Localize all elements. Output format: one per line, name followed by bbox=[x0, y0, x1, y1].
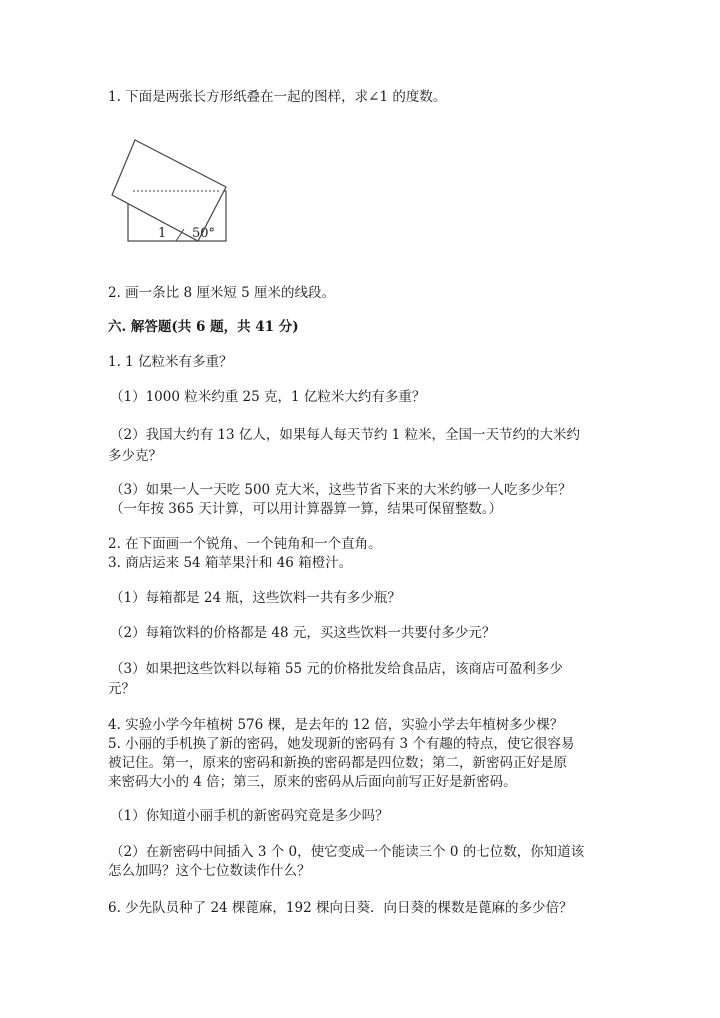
angle-1-label: 1 bbox=[158, 226, 167, 241]
problem-6: 6. 少先队员种了 24 棵蓖麻，192 棵向日葵．向日葵的棵数是蓖麻的多少倍？ bbox=[108, 900, 573, 916]
section-6-title: 六. 解答题(共 6 题，共 41 分) bbox=[108, 319, 299, 335]
problem-1-sub-2-line-1: （2）我国大约有 13 亿人，如果每人每天节约 1 粒米，全国一天节约的大米约 bbox=[110, 427, 581, 443]
problem-3-title: 3. 商店运来 54 箱苹果汁和 46 箱橙汁。 bbox=[108, 555, 353, 571]
problem-1-sub-3-line-1: （3）如果一人一天吃 500 克大米，这些节省下来的大米约够一人吃多少年？ bbox=[110, 482, 572, 498]
problem-5-line-1: 5. 小丽的手机换了新的密码，她发现新的密码有 3 个有趣的特点，使它很容易 bbox=[108, 736, 575, 752]
question-fold-angle: 1. 下面是两张长方形纸叠在一起的图样，求∠1 的度数。 bbox=[108, 89, 447, 105]
angle-50-label: 50° bbox=[192, 226, 216, 241]
problem-1-sub-1: （1）1000 粒米约重 25 克，1 亿粒米大约有多重？ bbox=[110, 389, 426, 405]
problem-2: 2. 在下面画一个锐角、一个钝角和一个直角。 bbox=[108, 536, 382, 552]
problem-1-sub-2-line-2: 多少克？ bbox=[108, 448, 162, 464]
problem-3-sub-1: （1）每箱都是 24 瓶，这些饮料一共有多少瓶？ bbox=[110, 590, 401, 606]
problem-5-line-3: 来密码大小的 4 倍；第三，原来的密码从后面向前写正好是新密码。 bbox=[108, 774, 517, 790]
problem-3-sub-3-line-1: （3）如果把这些饮料以每箱 55 元的价格批发给食品店，该商店可盈利多少 bbox=[110, 661, 563, 677]
problem-1-title: 1. 1 亿粒米有多重？ bbox=[108, 354, 233, 370]
problem-5-line-2: 被记住。第一，原来的密码和新换的密码都是四位数；第二，新密码正好是原 bbox=[108, 755, 567, 771]
problem-5-sub-1: （1）你知道小丽手机的新密码究竟是多少吗？ bbox=[110, 808, 389, 824]
problem-5-sub-2-line-2: 怎么加吗？这个七位数读作什么？ bbox=[108, 863, 311, 879]
problem-1-sub-3-line-2: （一年按 365 天计算，可以用计算器算一算，结果可保留整数。） bbox=[110, 501, 503, 517]
question-draw-line: 2. 画一条比 8 厘米短 5 厘米的线段。 bbox=[108, 285, 336, 301]
folded-paper-figure bbox=[108, 135, 233, 245]
problem-4: 4. 实验小学今年植树 576 棵，是去年的 12 倍，实验小学去年植树多少棵？ bbox=[108, 717, 564, 733]
problem-5-sub-2-line-1: （2）在新密码中间插入 3 个 0，使它变成一个能读三个 0 的七位数，你知道该 bbox=[110, 844, 585, 860]
problem-3-sub-3-line-2: 元？ bbox=[108, 681, 135, 697]
problem-3-sub-2: （2）每箱饮料的价格都是 48 元，买这些饮料一共要付多少元？ bbox=[110, 625, 496, 641]
